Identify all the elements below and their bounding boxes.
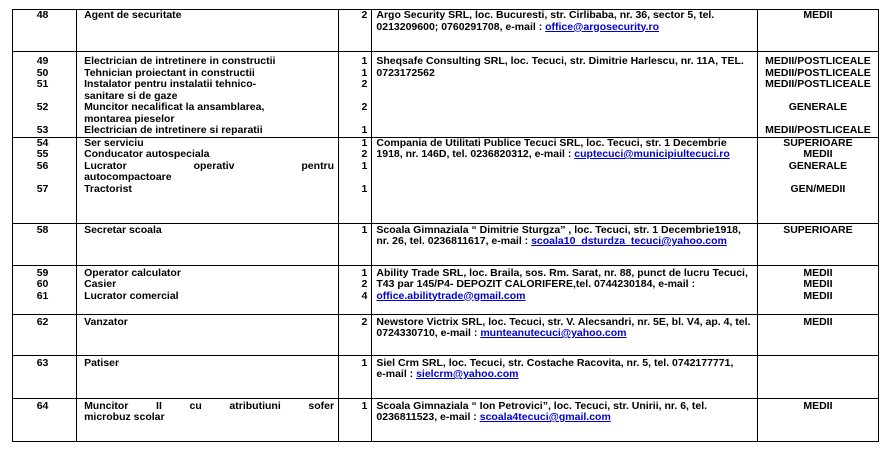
education-cell: MEDII (757, 10, 878, 52)
email-link[interactable]: munteanutecuci@yahoo.com (480, 328, 627, 339)
education-cell (757, 355, 878, 398)
count-cell: 2 (339, 10, 372, 52)
count-cell: 1 1 2 2 1 (339, 52, 372, 138)
employer-cell: Sheqsafe Consulting SRL, loc. Tecuci, str. Dimitrie Harlescu, nr. 11A, TEL. 0723172562 (372, 52, 757, 138)
employer-cell: Scoala Gimnaziala “ Ion Petrovici”, loc. Tecuci, str. Unirii, nr. 6, tel. 0236811523, e-mail : scoala4tecuci@gmail.com (372, 398, 757, 441)
education-cell: MEDII (757, 314, 878, 355)
count-cell: 2 (339, 314, 372, 355)
table-row (13, 398, 879, 441)
count-cell: 1 (339, 223, 372, 265)
number-cell: 58 (13, 223, 77, 265)
number-cell: 54 55 56 57 (13, 137, 77, 223)
count-cell: 1 (339, 398, 372, 441)
table-row (13, 355, 879, 398)
number-cell: 62 (13, 314, 77, 355)
table-row (13, 10, 879, 52)
job-cell: Patiser (77, 355, 339, 398)
job-cell: Agent de securitate (77, 10, 339, 52)
job-cell: Secretar scoala (77, 223, 339, 265)
table-row (13, 52, 879, 138)
count-cell: 1 (339, 355, 372, 398)
number-cell: 64 (13, 398, 77, 441)
email-link[interactable]: cuptecuci@municipiultecuci.ro (574, 149, 730, 160)
employer-cell: Siel Crm SRL, loc. Tecuci, str. Costache Racovita, nr. 5, tel. 0742177771, e-mail : sielcrm@yahoo.com (372, 355, 757, 398)
number-cell: 63 (13, 355, 77, 398)
table-row (13, 223, 879, 265)
number-cell: 59 60 61 (13, 265, 77, 314)
table-row (13, 265, 879, 314)
email-link[interactable]: scoala10_dsturdza_tecuci@yahoo.com (531, 236, 727, 247)
employer-cell: Ability Trade SRL, loc. Braila, sos. Rm. Sarat, nr. 88, punct de lucru Tecuci, T43 par 145/P4- DEPOZIT CALORIFERE,tel. 0744230184, e-mail : office.abilitytrade@gmail.com (372, 265, 757, 314)
email-link[interactable]: sielcrm@yahoo.com (416, 369, 519, 380)
employer-cell: Compania de Utilitati Publice Tecuci SRL, loc. Tecuci, str. 1 Decembrie 1918, nr. 146D, tel. 0236820312, e-mail : cuptecuci@municipiultecuci.ro (372, 137, 757, 223)
number-cell: 48 (13, 10, 77, 52)
job-cell: Electrician de intretinere in constructii Tehnician proiectant in constructii Instalator pentru instalatii tehnico- sanitare si de gaze Muncitor necalificat la ansamblarea, montarea pieselor Electrician de intretinere si reparatii (77, 52, 339, 138)
job-cell: Muncitor II cu atributiuni sofer microbuz scolar (77, 398, 339, 441)
email-link[interactable]: scoala4tecuci@gmail.com (479, 412, 611, 423)
email-link[interactable]: office@argosecurity.ro (545, 21, 660, 33)
job-cell: Operator calculator Casier Lucrator comercial (77, 265, 339, 314)
job-cell: Vanzator (77, 314, 339, 355)
table-row (13, 314, 879, 355)
number-cell: 49 50 51 52 53 (13, 52, 77, 138)
jobs-table (12, 9, 879, 442)
table-row (13, 137, 879, 223)
education-cell: SUPERIOARE (757, 223, 878, 265)
education-cell: MEDII/POSTLICEALE MEDII/POSTLICEALE MEDII/POSTLICEALE GENERALE MEDII/POSTLICEALE (757, 52, 878, 138)
employer-cell: Newstore Victrix SRL, loc. Tecuci, str. V. Alecsandri, nr. 5E, bl. V4, ap. 4, tel. 0724330710, e-mail : munteanutecuci@yahoo.com (372, 314, 757, 355)
count-cell: 1 2 4 (339, 265, 372, 314)
employer-cell: Argo Security SRL, loc. Bucuresti, str. Cirlibaba, nr. 36, sector 5, tel. 0213209600; 0760291708, e-mail : office@argosecurity.ro (372, 10, 757, 52)
count-cell: 1 2 1 1 (339, 137, 372, 223)
education-cell: SUPERIOARE MEDII GENERALE GEN/MEDII (757, 137, 878, 223)
employer-cell: Scoala Gimnaziala “ Dimitrie Sturgza” , loc. Tecuci, str. 1 Decembrie1918, nr. 26, tel. 0236811617, e-mail : scoala10_dsturdza_tecuci@yahoo.com (372, 223, 757, 265)
education-cell: MEDII (757, 398, 878, 441)
education-cell: MEDII MEDII MEDII (757, 265, 878, 314)
job-cell: Ser serviciu Conducator autospeciala Lucrator operativ pentru autocompactoare Tractorist (77, 137, 339, 223)
email-link[interactable]: office.abilitytrade@gmail.com (376, 290, 526, 302)
